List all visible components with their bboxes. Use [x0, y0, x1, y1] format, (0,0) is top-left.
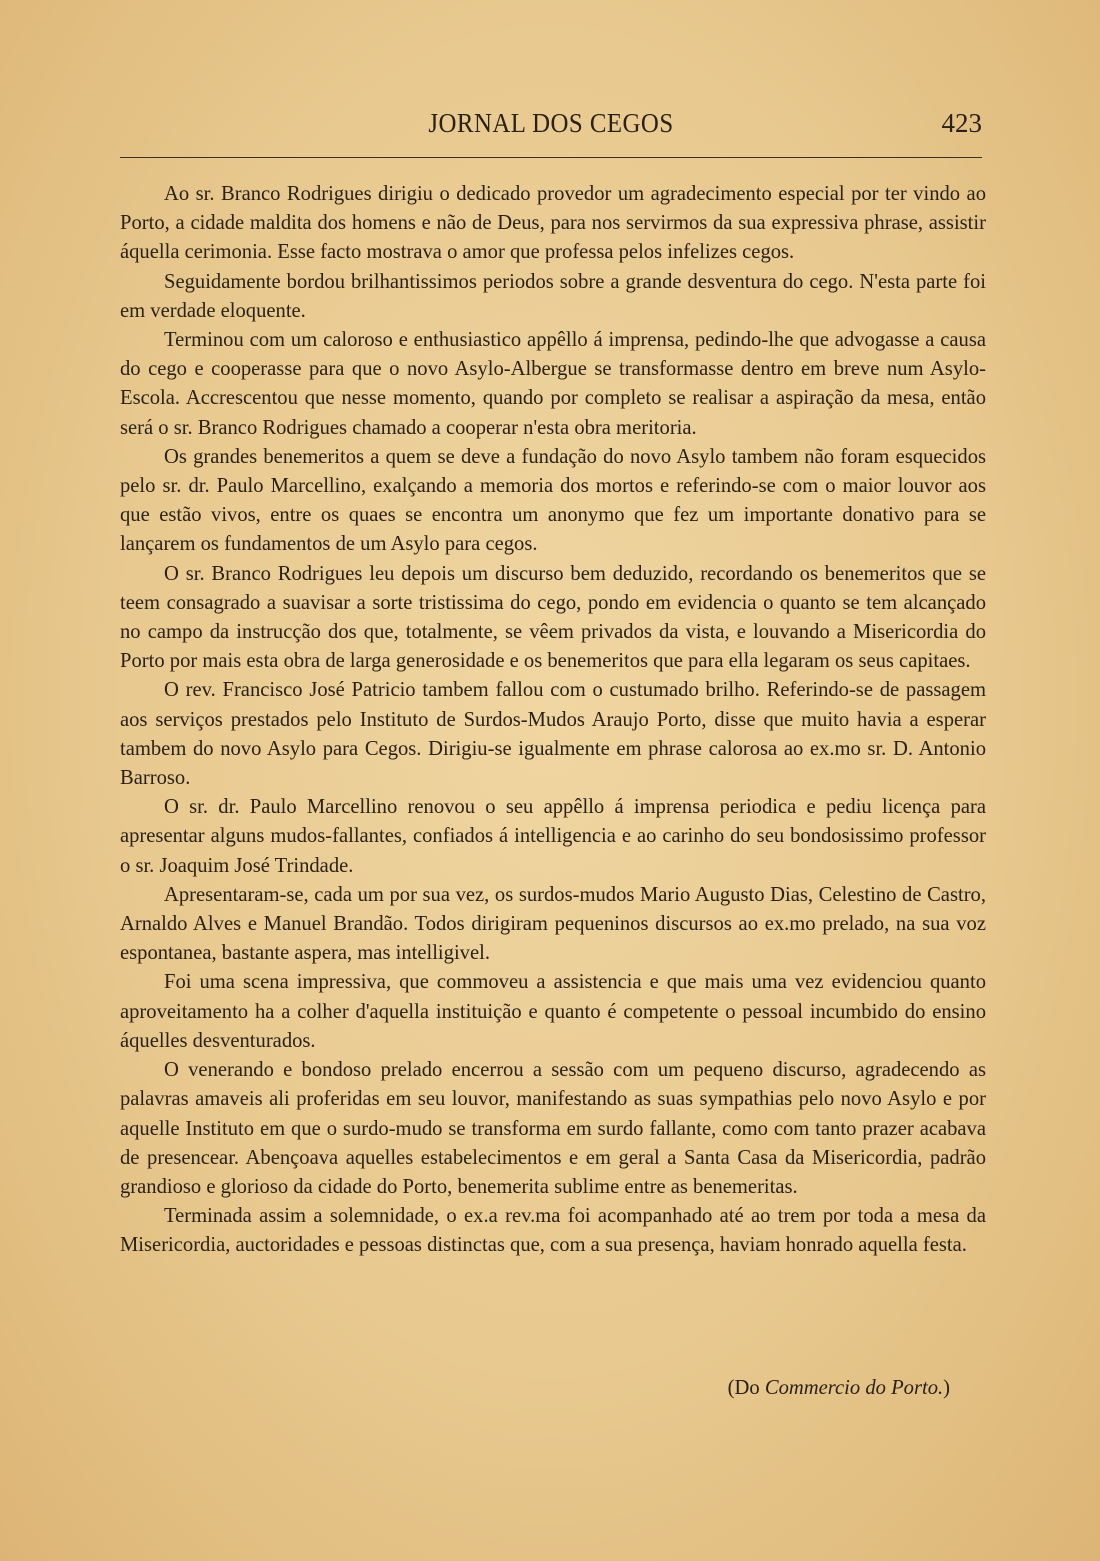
- paragraph-6: O rev. Francisco José Patricio tambem fallou com o custumado brilho. Referindo-se de passagem aos serviços prestados pelo Instituto de Surdos-Mudos Araujo Porto, disse que muito havia a esperar tambem do novo Asylo para Cegos. Dirigiu-se igualmente em phrase calorosa ao ex.mo sr. D. Antonio Barroso.: [120, 679, 986, 790]
- page-number: 423: [941, 108, 982, 138]
- source-prefix: (Do: [727, 1377, 765, 1399]
- paragraph-11: Terminada assim a solemnidade, o ex.a rev.ma foi acompanhado até ao trem por toda a mesa da Misericordia, auctoridades e pessoas distinctas que, com a sua presença, haviam honrado aquella festa.: [120, 1205, 986, 1257]
- paragraph-1: Ao sr. Branco Rodrigues dirigiu o dedicado provedor um agradecimento especial por ter vindo ao Porto, a cidade maldita dos homens e não de Deus, para nos servirmos da sua expressiva phrase, assistir áquella cerimonia. Esse facto mostrava o amor que professa pelos infelizes cegos.: [120, 183, 986, 264]
- source-publication: Commercio do Porto.: [764, 1377, 944, 1399]
- source-suffix: ): [943, 1377, 950, 1399]
- paragraph-8: Apresentaram-se, cada um por sua vez, os surdos-mudos Mario Augusto Dias, Celestino de Castro, Arnaldo Alves e Manuel Brandão. Todos dirigiram pequeninos discursos ao ex.mo prelado, na sua voz espontanea, bastante aspera, mas intelligivel.: [120, 883, 986, 965]
- paragraph-9: Foi uma scena impressiva, que commoveu a assistencia e que mais uma vez evidenciou quanto aproveitamento ha a colher d'aquella instituição e quanto é competente o pessoal incumbido do ensino áquelles desventurados.: [120, 971, 986, 1052]
- header-rule: [120, 157, 982, 158]
- source-citation: [120, 1374, 950, 1403]
- paragraph-4: Os grandes benemeritos a quem se deve a fundação do novo Asylo tambem não foram esquecidos pelo sr. dr. Paulo Marcellino, exalçando a memoria dos mortos e referindo-se com o maior louvor aos que estão vivos, entre os quaes se encontra um anonymo que fez um importante donativo para se lançarem os fundamentos de um Asylo para cegos.: [120, 445, 986, 556]
- running-title: JORNAL DOS CEGOS: [428, 108, 674, 138]
- paragraph-10: O venerando e bondoso prelado encerrou a sessão com um pequeno discurso, agradecendo as palavras amaveis ali proferidas em seu louvor, manifestando as suas sympathias pelo novo Asylo e por aquelle Instituto em que o surdo-mudo se transforma em surdo fallante, como com tanto prazer acabava de presencear. Abençoava aquelles estabelecimentos e em geral a Santa Casa da Misericordia, padrão grandioso e glorioso da cidade do Porto, benemerita sublime entre as benemeritas.: [120, 1059, 986, 1198]
- paragraph-3: Terminou com um caloroso e enthusiastico appêllo á imprensa, pedindo-lhe que advogasse a causa do cego e cooperasse para que o novo Asylo-Albergue se transformasse dentro em breve num Asylo-Escola. Accrescentou que nesse momento, quando por completo se realisar a aspiração da mesa, então será o sr. Branco Rodrigues chamado a cooperar n'esta obra meritoria.: [120, 329, 986, 439]
- paragraph-2: Seguidamente bordou brilhantissimos periodos sobre a grande desventura do cego. N'esta parte foi em verdade eloquente.: [120, 270, 986, 322]
- article-body: [120, 180, 986, 1261]
- paragraph-7: O sr. dr. Paulo Marcellino renovou o seu appêllo á imprensa periodica e pediu licença para apresentar alguns mudos-fallantes, confiados á intelligencia e ao carinho do seu bondosissimo professor o sr. Joaquim José Trindade.: [120, 796, 986, 877]
- page-header: [120, 108, 982, 148]
- paragraph-5: O sr. Branco Rodrigues leu depois um discurso bem deduzido, recordando os benemeritos que se teem consagrado a suavisar a sorte tristissima do cego, pondo em evidencia o quanto se tem alcançado no campo da instrucção dos que, totalmente, se vêem privados da vista, e louvando a Misericordia do Porto por mais esta obra de larga generosidade e os benemeritos que para ella legaram os seus capitaes.: [120, 562, 986, 673]
